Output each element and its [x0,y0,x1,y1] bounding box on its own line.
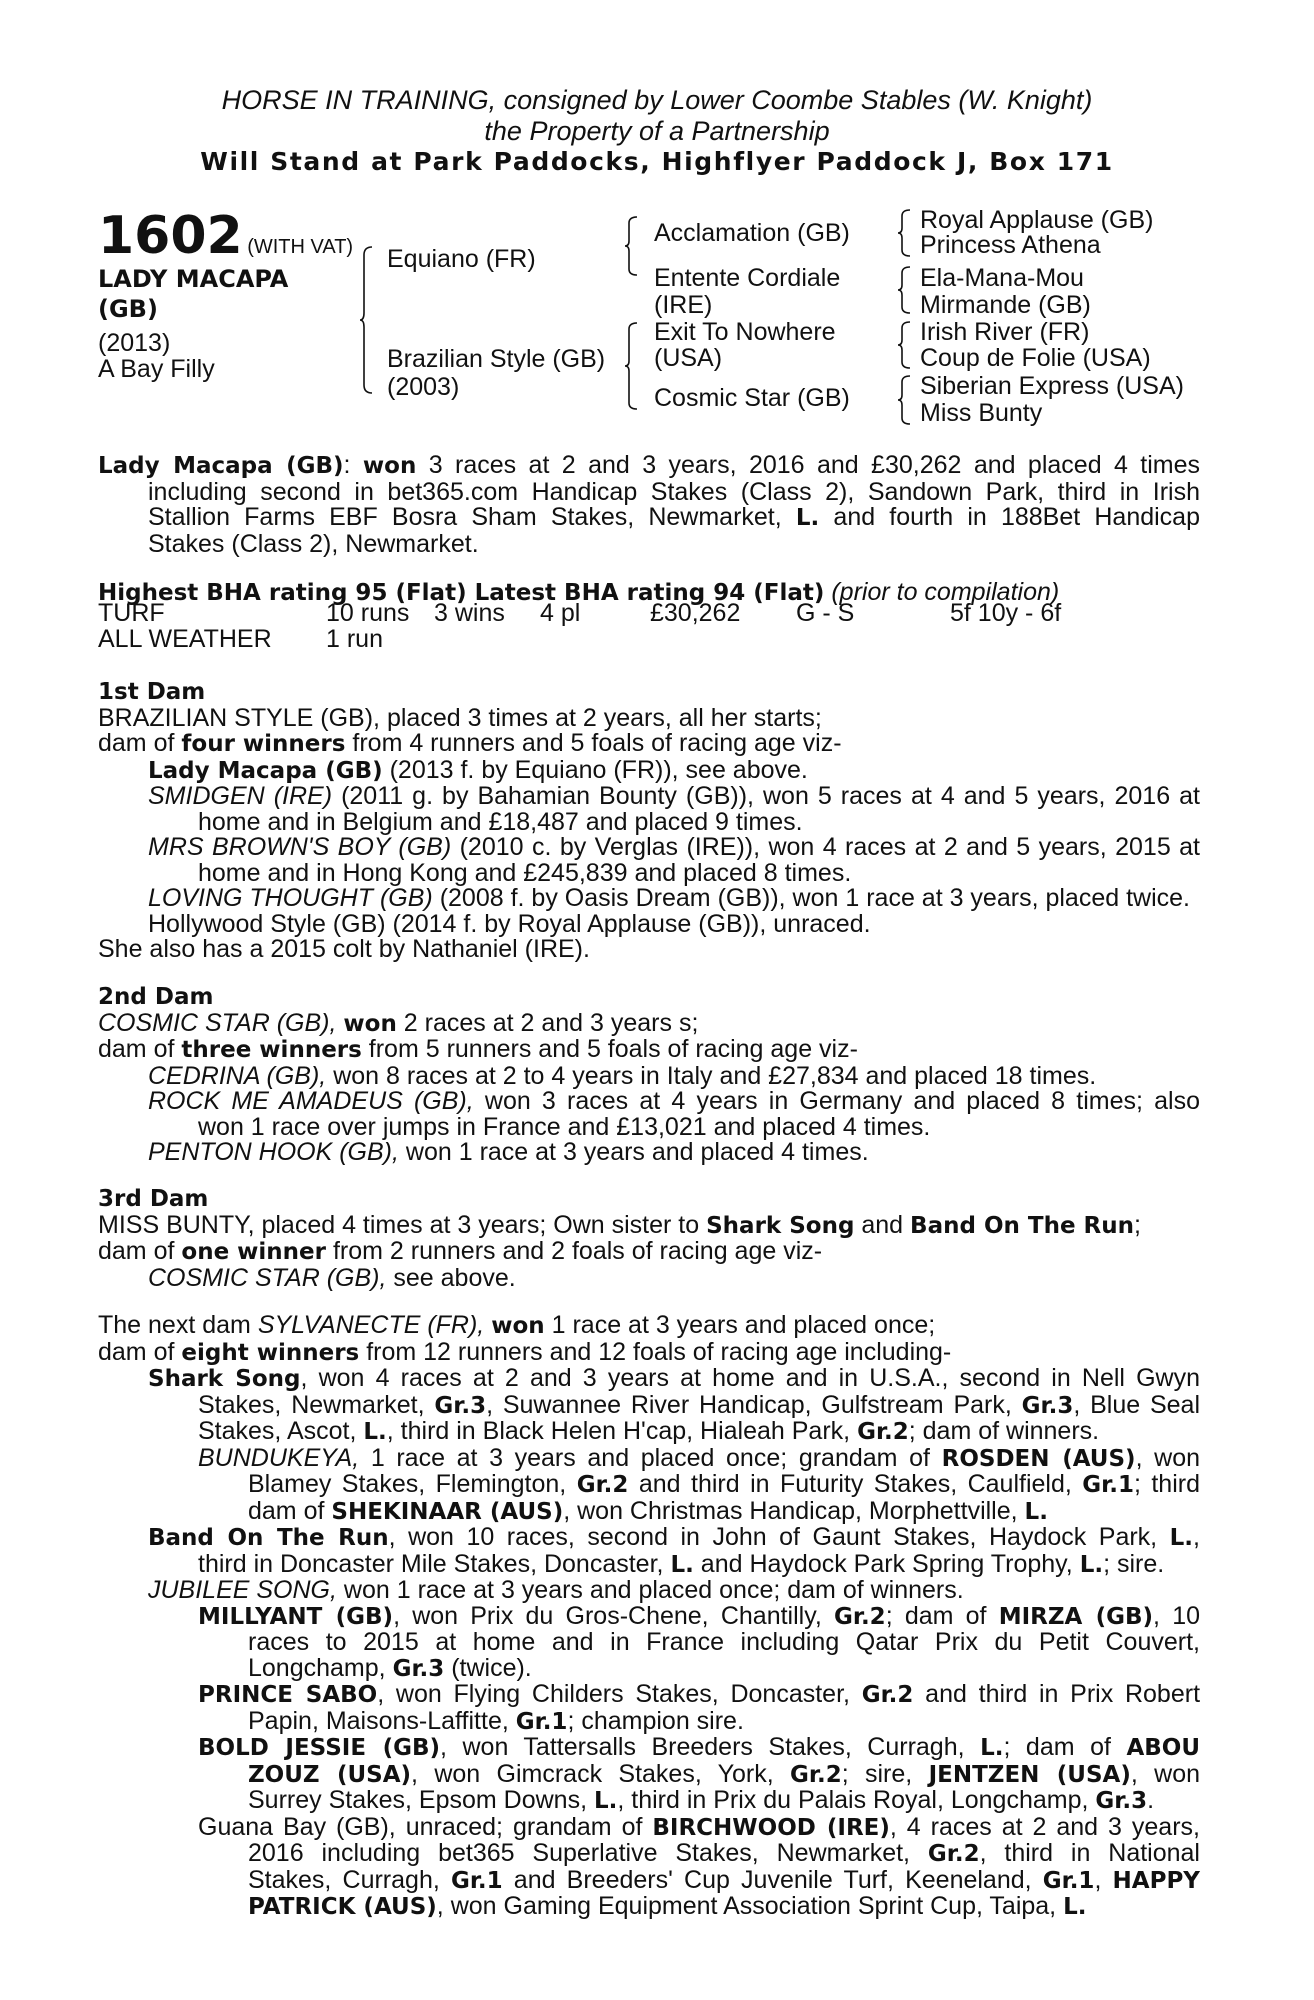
ratings-heading: Highest BHA rating 95 (Flat) Latest BHA rating 94 (Flat) (prior to compilation) [98,578,1060,606]
sire: Equiano (FR) [387,245,536,273]
horse-name-line1: LADY MACAPA [98,265,289,293]
sire-sire: Acclamation (GB) [654,219,850,247]
pedigree-brace-6 [898,320,912,370]
grandsire-3: Irish River (FR) [920,318,1090,346]
property-line: the Property of a Partnership [484,116,830,146]
pedigree-brace-4 [898,208,912,258]
dam-dam: Cosmic Star (GB) [654,384,850,412]
third-dam-heading: 3rd Dam [98,1186,209,1212]
race-summary: Lady Macapa (GB): won 3 races at 2 and 3 years, 2016 and £30,262 and placed 4 times including second in bet365.com Handicap Stakes (Class 2), Sandown Park, third in Irish Stallion Farms EBF Bosra Sham Stakes, Newmarket, L. and fourth in 188Bet Handicap Stakes (Class 2), Newmarket. [98,451,1201,558]
stand-line: Will Stand at Park Paddocks, Highflyer Paddock J, Box 171 [200,147,1114,176]
granddam-4: Miss Bunty [920,399,1043,427]
pedigree-brace-5 [898,265,912,315]
foaling-year: (2013) [98,329,171,357]
horse-name [98,264,288,294]
granddam-2: Mirmande (GB) [920,291,1091,319]
dam: Brazilian Style (GB) [387,345,606,373]
lot-number: 1602 [98,206,243,266]
dam-sire-origin: (USA) [654,344,723,372]
second-dam-section: 2nd Dam COSMIC STAR (GB), won 2 races at 2 and 3 years s; dam of three winners from 5 runners and 5 foals of racing age viz- CEDRINA (GB), won 8 races at 2 to 4 years in Italy and £27,834 and placed 18 times. ROCK ME AMADEUS (GB), won 3 races at 4 years in Germany and placed 8 times; also won 1 race over jumps in France and £13,021 and placed 4 times. PENTON HOOK (GB), won 1 race at 3 years and placed 4 times. [98,984,1200,1166]
first-dam-section: 1st Dam BRAZILIAN STYLE (GB), placed 3 times at 2 years, all her starts; dam of four winners from 4 runners and 5 foals of racing age viz- Lady Macapa (GB) (2013 f. by Equiano (FR)), see above. SMIDGEN (IRE) (2011 g. by Bahamian Bounty (GB)), won 5 races at 4 and 5 years, 2016 at home and in Belgium and £18,487 and placed 9 times. MRS BROWN'S BOY (GB) (2010 c. by Verglas (IRE)), won 4 races at 2 and 5 years, 2015 at home and in Hong Kong and £245,839 and placed 8 times. LOVING THOUGHT (GB) (2008 f. by Oasis Dream (GB)), won 1 race at 3 years, placed twice. Hollywood Style (GB) (2014 f. by Royal Applause (GB)), unraced. She also has a 2015 colt by Nathaniel (IRE). [98,679,1200,963]
next-dam-section: The next dam SYLVANECTE (FR), won 1 race at 3 years and placed once; dam of eight winners from 12 runners and 12 foals of racing age including- Shark Song, won 4 races at 2 and 3 years at home and in U.S.A., second in Nell Gwyn Stakes, Newmarket, Gr.3, Suwannee River Handicap, Gulfstream Park, Gr.3, Blue Seal Stakes, Ascot, L., third in Black Helen H'cap, Hialeah Park, Gr.2; dam of winners. BUNDUKEYA, 1 race at 3 years and placed once; grandam of ROSDEN (AUS), won Blamey Stakes, Flemington, Gr.2 and third in Futurity Stakes, Caulfield, Gr.1; third dam of SHEKINAAR (AUS), won Christmas Handicap, Morphettville, L. Band On The Run, won 10 races, second in John of Gaunt Stakes, Haydock Park, L., third in Doncaster Mile Stakes, Doncaster, L. and Haydock Park Spring Trophy, L.; sire. JUBILEE SONG, won 1 race at 3 years and placed once; dam of winners. MILLYANT (GB), won Prix du Gros-Chene, Chantilly, Gr.2; dam of MIRZA (GB), 10 races to 2015 at home and in France including Qatar Prix du Petit Couvert, Longchamp, Gr.3 (twice). PRINCE SABO, won Flying Childers Stakes, Doncaster, Gr.2 and third in Prix Robert Papin, Maisons-Laffitte, Gr.1; champion sire. BOLD JESSIE (GB), won Tattersalls Breeders Stakes, Curragh, L.; dam of ABOU ZOUZ (USA), won Gimcrack Stakes, York, Gr.2; sire, JENTZEN (USA), won Surrey Stakes, Epsom Downs, L., third in Prix du Palais Royal, Longchamp, Gr.3. Guana Bay (GB), unraced; grandam of BIRCHWOOD (IRE), 4 races at 2 and 3 years, 2016 including bet365 Superlative Stakes, Newmarket, Gr.2, third in National Stakes, Curragh, Gr.1 and Breeders' Cup Juvenile Turf, Keeneland, Gr.1, HAPPY PATRICK (AUS), won Gaming Equipment Association Sprint Cup, Taipa, L. [98,1311,1201,1920]
sire-dam: Entente Cordiale [654,264,841,292]
grandsire-2: Ela-Mana-Mou [920,264,1084,292]
grandsire-1: Royal Applause (GB) [920,206,1154,234]
lot-number-block [98,208,353,264]
third-dam-section: 3rd Dam MISS BUNTY, placed 4 times at 3 years; Own sister to Shark Song and Band On The Run; dam of one winner from 2 runners and 2 foals of racing age viz- COSMIC STAR (GB), see above. [98,1187,1200,1291]
dam-sire: Exit To Nowhere [654,318,836,346]
consignor-line: HORSE IN TRAINING, consigned by Lower Coombe Stables (W. Knight) [221,85,1093,115]
horse-origin: (GB) [98,295,158,323]
granddam-3: Coup de Folie (USA) [920,344,1151,372]
catalogue-page: HORSE IN TRAINING, consigned by Lower Coombe Stables (W. Knight) the Property of a Partnership Will Stand at Park Paddocks, Highflyer Paddock J, Box 171 1602 (WITH VAT) LADY MACAPA (GB) (2013) A Bay Filly Equiano (FR) Brazilian Style (GB) (2003) Acclamation (GB) Entente Cordiale (IRE) Exit To Nowhere (USA) Cosmic Star (GB) Royal Applause (GB) Princess Athena Ela-Mana-Mou Mirmande (GB) Irish River (FR) Coup de Folie (USA) Siberian Express (USA) Miss Bunty Lady Macapa (GB): won 3 races at 2 and 3 years, 2016 and £30,262 and placed 4 times including second in bet365.com Handicap Stakes (Class 2), Sandown Park, third in Irish Stallion Farms EBF Bosra Sham Stakes, Newmarket, L. and fourth in 188Bet Handicap Stakes (Class 2), Newmarket. Highest BHA rating 95 (Flat) Latest BHA rating 94 (Flat) (prior to compilation) TURF 10 runs 3 wins 4 pl £30,262 G - S 5f 10y - 6f ALL WEATHER 1 run 1st Dam BRAZILIAN STYLE (GB), placed 3 times at 2 years, all her starts; dam of four winners from 4 runners and 5 foals of racing age viz- Lady Macapa (GB) (2013 f. by Equiano (FR)), see above. SMIDGEN (IRE) (2011 g. by Bahamian Bounty (GB)), won 5 races at 4 and 5 years, 2016 at home and in Belgium and £18,487 and placed 9 times. MRS BROWN'S BOY (GB) (2010 c. by Verglas (IRE)), won 4 races at 2 and 5 years, 2015 at home and in Hong Kong and £245,839 and placed 8 times. LOVING THOUGHT (GB) (2008 f. by Oasis Dream (GB)), won 1 race at 3 years, placed twice. Hollywood Style (GB) (2014 f. by Royal Applause (GB)), unraced. She also has a 2015 colt by Nathaniel (IRE). 2nd Dam COSMIC STAR (GB), won 2 races at 2 and 3 years s; dam of three winners from 5 runners and 5 foals of racing age viz- CEDRINA (GB), won 8 races at 2 to 4 years in Italy and £27,834 and placed 18 times. ROCK ME AMADEUS (GB), won 3 races at 4 years in Germany and placed 8 times; also won 1 race over jumps in France and £13,021 and placed 4 times. PENTON HOOK (GB), won 1 race at 3 years and placed 4 times. 3rd Dam MISS BUNTY, placed 4 times at 3 years; Own sister to Shark Song and Band On The Run; dam of one winner from 2 runners and 2 foals of racing age viz- COSMIC STAR (GB), see above. The next dam SYLVANECTE (FR), won 1 race at 3 years and placed once; dam of eight winners from 12 runners and 12 foals of racing age including- Shark Song, won 4 races at 2 and 3 years at home and in U.S.A., second in Nell Gwyn Stakes, Newmarket, Gr.3, Suwannee River Handicap, Gulfstream Park, Gr.3, Blue Seal Stakes, Ascot, L., third in Black Helen H'cap, Hialeah Park, Gr.2; dam of winners. BUNDUKEYA, 1 race at 3 years and placed once; grandam of ROSDEN (AUS), won Blamey Stakes, Flemington, Gr.2 and third in Futurity Stakes, Caulfield, Gr.1; third dam of SHEKINAAR (AUS), won Christmas Handicap, Morphettville, L. Band On The Run, won 10 races, second in John of Gaunt Stakes, Haydock Park, L., third in Doncaster Mile Stakes, Doncaster, L. and Haydock Park Spring Trophy, L.; sire. JUBILEE SONG, won 1 race at 3 years and placed once; dam of winners. MILLYANT (GB), won Prix du Gros-Chene, Chantilly, Gr.2; dam of MIRZA (GB), 10 races to 2015 at home and in France including Qatar Prix du Petit Couvert, Longchamp, Gr.3 (twice). PRINCE SABO, won Flying Childers Stakes, Doncaster, Gr.2 and third in Prix Robert Papin, Maisons-Laffitte, Gr.1; champion sire. BOLD JESSIE (GB), won Tattersalls Breeders Stakes, Curragh, L.; dam of ABOU ZOUZ (USA), won Gimcrack Stakes, York, Gr.2; sire, JENTZEN (USA), won Surrey Stakes, Epsom Downs, L., third in Prix du Palais Royal, Longchamp, Gr.3. Guana Bay (GB), unraced; grandam of BIRCHWOOD (IRE), 4 races at 2 and 3 years, 2016 including bet365 Superlative Stakes, Newmarket, Gr.2, third in National Stakes, Curragh, Gr.1 and Breeders' Cup Juvenile Turf, Keeneland, Gr.1, HAPPY PATRICK (AUS), won Gaming Equipment Association Sprint Cup, Taipa, L. [0,0,1314,2000]
pedigree-brace-7 [898,374,912,426]
granddam-1: Princess Athena [920,231,1101,259]
dam-year: (2003) [387,373,460,401]
vat-note: (WITH VAT) [247,236,354,258]
pedigree-brace-3 [625,321,639,411]
horse-description: A Bay Filly [98,355,215,383]
second-dam-heading: 2nd Dam [98,984,214,1010]
grandsire-4: Siberian Express (USA) [920,372,1184,400]
pedigree-brace-2 [625,215,639,277]
first-dam-heading: 1st Dam [98,679,206,705]
pedigree-brace-1 [360,245,374,395]
sire-dam-origin: (IRE) [654,291,713,319]
